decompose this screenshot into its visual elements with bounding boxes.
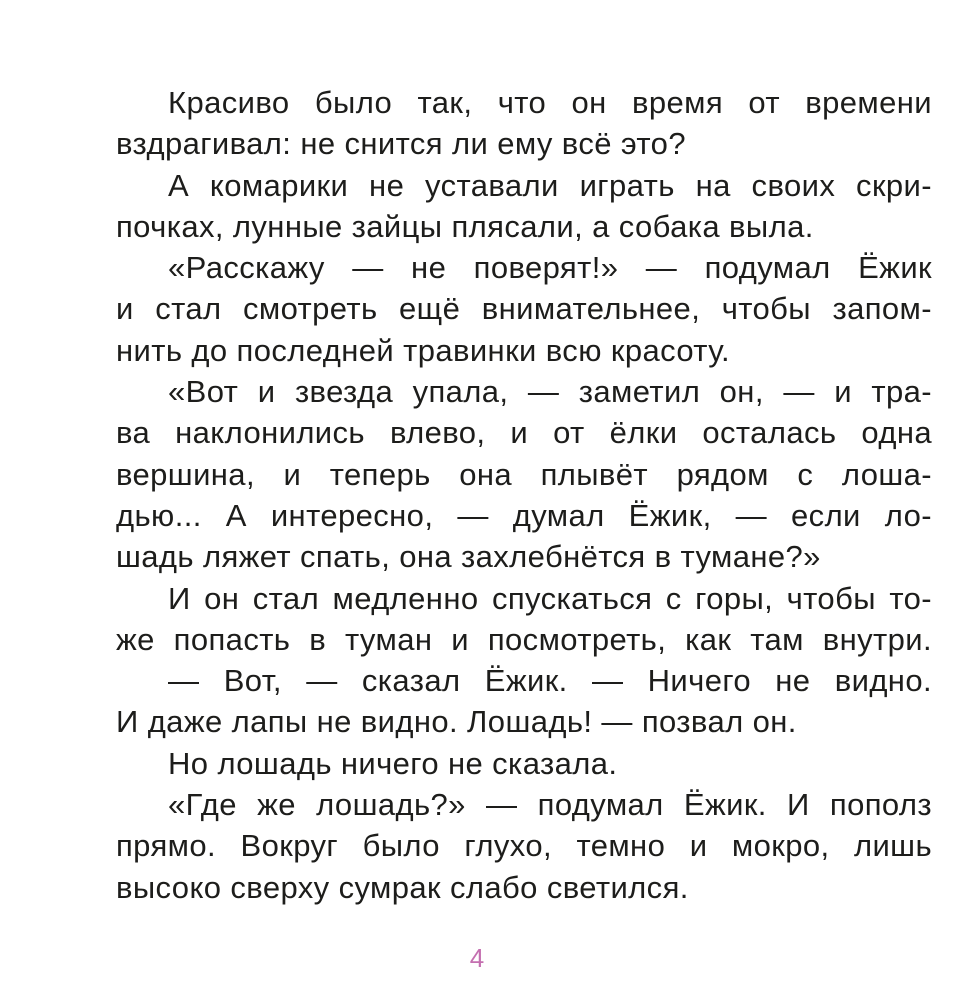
story-text	[64, 82, 932, 908]
text-line: «Расскажу — не поверят!» — подумал Ёжик	[168, 250, 932, 286]
text-line: А комарики не уставали играть на своих скри-	[168, 167, 932, 203]
text-line: вздрагивал: не снится ли ему всё это?	[116, 126, 686, 162]
text-line: почках, лунные зайцы плясали, а собака выла.	[116, 208, 814, 244]
paragraph-4	[64, 371, 932, 577]
text-line: высоко сверху сумрак слабо светился.	[116, 869, 689, 905]
text-line: — Вот, — сказал Ёжик. — Ничего не видно.	[168, 663, 932, 699]
paragraph-8	[64, 784, 932, 908]
text-line: и стал смотреть ещё внимательнее, чтобы запом-	[116, 291, 932, 327]
paragraph-3	[64, 247, 932, 371]
text-line: И он стал медленно спускаться с горы, чтобы то-	[168, 580, 932, 616]
text-line: Красиво было так, что он время от времени	[168, 85, 932, 120]
text-line: же попасть в туман и посмотреть, как там внутри.	[116, 621, 932, 657]
paragraph-1	[64, 82, 932, 165]
text-line: ва наклонились влево, и от ёлки осталась одна	[116, 415, 932, 451]
text-line: И даже лапы не видно. Лошадь! — позвал он.	[116, 704, 797, 740]
text-line: шадь ляжет спать, она захлебнётся в тумане?»	[116, 539, 821, 575]
text-line: Но лошадь ничего не сказала.	[168, 745, 618, 781]
paragraph-6	[64, 660, 932, 743]
text-line: вершина, и теперь она плывёт рядом с лоша-	[116, 456, 932, 492]
text-line: «Где же лошадь?» — подумал Ёжик. И пополз	[168, 787, 932, 823]
text-line: прямо. Вокруг было глухо, темно и мокро, лишь	[116, 828, 932, 864]
paragraph-7	[64, 743, 932, 784]
text-line: «Вот и звезда упала, — заметил он, — и тра-	[168, 374, 932, 410]
paragraph-5	[64, 578, 932, 661]
text-line: нить до последней травинки всю красоту.	[116, 332, 731, 368]
paragraph-2	[64, 165, 932, 248]
text-line: дью... А интересно, — думал Ёжик, — если ло-	[116, 497, 932, 533]
page-number: 4	[469, 943, 485, 973]
